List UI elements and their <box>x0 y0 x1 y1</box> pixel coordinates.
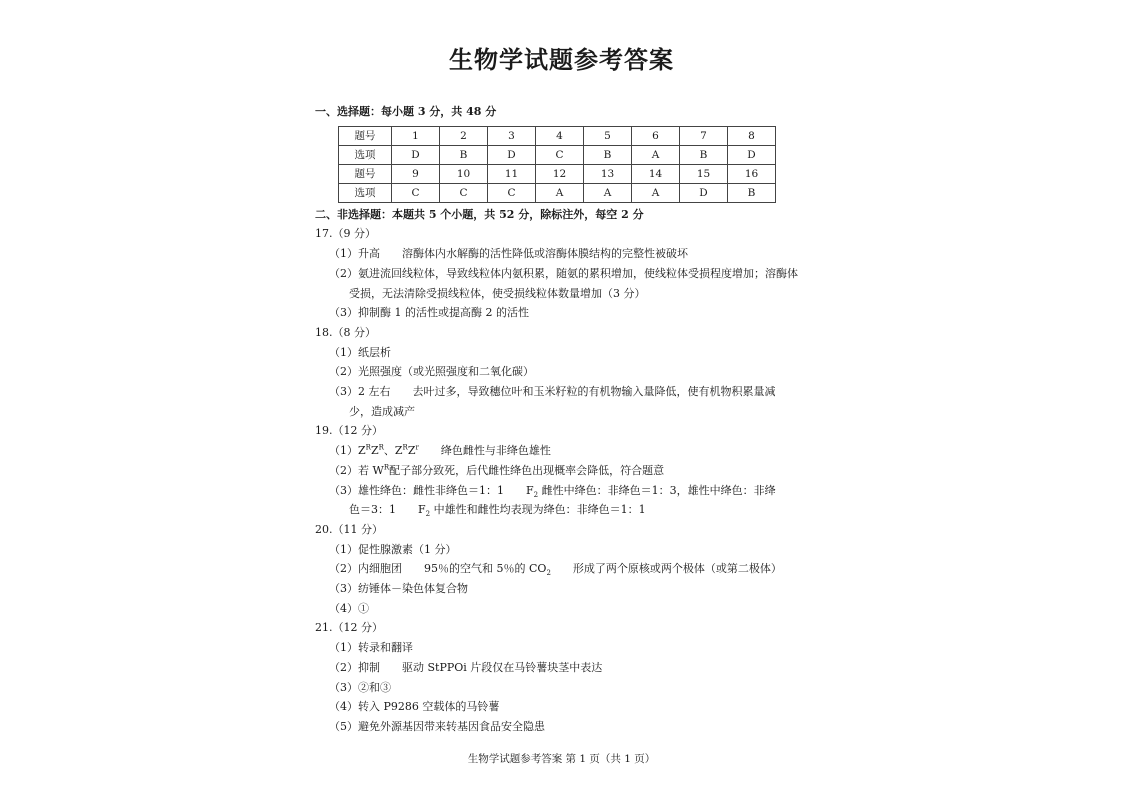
answer-table-cell: 1 <box>392 126 440 145</box>
q20-answer-2: （2）内细胞团 95％的空气和 5％的 $CO_2$ 形成了两个原核或两个极体（或第二极体） <box>329 562 782 578</box>
q18-answer-3: （3）2 左右 去叶过多，导致穗位叶和玉米籽粒的有机物输入量降低，使有机物积累量减 <box>329 385 776 399</box>
answer-content <box>315 102 825 737</box>
q18-answer-2: （2）光照强度（或光照强度和二氧化碳） <box>329 365 534 379</box>
answer-table-cell: A <box>632 145 680 164</box>
q17-answer-2-cont: 受损，无法清除受损线粒体，使受损线粒体数量增加（3 分） <box>349 286 646 300</box>
answer-table-cell: 8 <box>728 126 776 145</box>
answer-table-cell: 2 <box>440 126 488 145</box>
answer-table-cell: D <box>680 183 728 202</box>
answer-table-cell: A <box>584 183 632 202</box>
answer-table-cell: 5 <box>584 126 632 145</box>
answer-table-row-label: 选项 <box>339 145 392 164</box>
q18-answer-1: （1）纸层析 <box>329 345 391 359</box>
q19-answer-1: $(1)Z^RZ^R$、$Z^RZ^r$ 绛色雌性与非绛色雄性 <box>329 443 551 458</box>
answer-table-cell: A <box>536 183 584 202</box>
q21-answer-4: （4）转入 P9286 空载体的马铃薯 <box>329 700 500 714</box>
answer-table-row <box>339 126 776 145</box>
q17-heading: 17.（9 分） <box>315 227 376 241</box>
q17-answer-2: （2）氨进流回线粒体，导致线粒体内氨积累，随氨的累积增加，使线粒体受损程度增加；溶酶体 <box>329 266 798 280</box>
answer-table-cell: 3 <box>488 126 536 145</box>
section2-heading: 二、非选择题：本题共 5 个小题，共 52 分，除标注外，每空 2 分 <box>315 207 644 221</box>
answer-table-cell: B <box>680 145 728 164</box>
answer-table-cell: C <box>440 183 488 202</box>
q18-answer-3-cont: 少，造成减产 <box>349 404 415 418</box>
q21-heading: 21.（12 分） <box>315 621 383 635</box>
q19-answer-3-cont: 色＝3：1 $F_2$ 中雄性和雌性均表现为绛色：非绛色＝1：1 <box>349 503 646 519</box>
answer-table-cell: B <box>584 145 632 164</box>
answer-table-row-label: 题号 <box>339 164 392 183</box>
q19-answer-2: （2）若 $W^R$配子部分致死，后代雌性绛色出现概率会降低，符合题意 <box>329 463 665 477</box>
answer-table-row <box>339 145 776 164</box>
answer-table-cell: 14 <box>632 164 680 183</box>
answer-table-cell: C <box>488 183 536 202</box>
answer-table-cell: 13 <box>584 164 632 183</box>
section1-heading: 一、选择题：每小题 3 分，共 48 分 <box>315 105 497 118</box>
answer-table-cell: C <box>392 183 440 202</box>
answer-table-cell: B <box>440 145 488 164</box>
answer-table-row <box>339 183 776 202</box>
answer-table-row <box>339 164 776 183</box>
q21-answer-5: （5）避免外源基因带来转基因食品安全隐患 <box>329 719 545 733</box>
q21-answer-1: （1）转录和翻译 <box>329 641 413 655</box>
q21-answer-3: （3）②和③ <box>329 680 391 694</box>
answer-table-cell: 11 <box>488 164 536 183</box>
q19-answer-3: （3）雄性绛色：雌性非绛色＝1：1 $F_2$ 雌性中绛色：非绛色＝1：3，雄性中绛色：非绛 <box>329 483 776 499</box>
answer-table-cell: B <box>728 183 776 202</box>
answer-table-cell: 16 <box>728 164 776 183</box>
page-title: 生物学试题参考答案 <box>449 45 674 74</box>
answer-table-cell: 10 <box>440 164 488 183</box>
answer-table-cell: 7 <box>680 126 728 145</box>
answer-table-cell: A <box>632 183 680 202</box>
page-footer: 生物学试题参考答案 第 1 页（共 1 页） <box>467 753 656 765</box>
q20-heading: 20.（11 分） <box>315 522 383 536</box>
q20-answer-3: （3）纺锤体－染色体复合物 <box>329 582 468 596</box>
q21-answer-2: （2）抑制 驱动 StPPOi 片段仅在马铃薯块茎中表达 <box>329 660 603 674</box>
answer-table-cell: 6 <box>632 126 680 145</box>
answer-table-cell: 9 <box>392 164 440 183</box>
answer-table-cell: C <box>536 145 584 164</box>
answer-table-cell: 12 <box>536 164 584 183</box>
answer-table-cell: D <box>488 145 536 164</box>
answer-table-cell: D <box>392 145 440 164</box>
answer-table-cell: 15 <box>680 164 728 183</box>
q17-answer-3: （3）抑制酶 1 的活性或提高酶 2 的活性 <box>329 306 529 320</box>
q19-heading: 19.（12 分） <box>315 424 383 438</box>
answer-table-cell: 4 <box>536 126 584 145</box>
answer-table-cell: D <box>728 145 776 164</box>
answer-table-row-label: 选项 <box>339 183 392 202</box>
q17-answer-1: （1）升高 溶酶体内水解酶的活性降低或溶酶体膜结构的完整性被破坏 <box>329 247 688 261</box>
answer-table <box>338 126 776 203</box>
q18-heading: 18.（8 分） <box>315 325 376 339</box>
q20-answer-1: （1）促性腺激素（1 分） <box>329 542 457 556</box>
answer-table-row-label: 题号 <box>339 126 392 145</box>
q20-answer-4: （4）① <box>329 601 369 615</box>
